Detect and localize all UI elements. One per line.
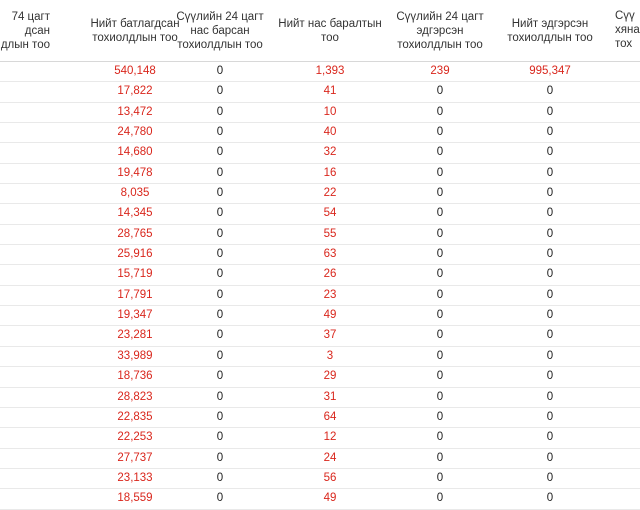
cell-total-confirmed: 540,148 (114, 65, 156, 77)
cell-total-deaths: 3 (326, 349, 334, 362)
table-row[interactable] (0, 388, 640, 408)
cell-total-confirmed: 14,680 (117, 146, 153, 159)
cell-total-recovered: 0 (546, 166, 554, 179)
cell-total-recovered: 0 (546, 248, 554, 261)
table-row[interactable] (0, 62, 640, 82)
cell-24h-deaths: 0 (216, 471, 224, 484)
cell-total-recovered: 0 (546, 288, 554, 301)
cell-24h-deaths: 0 (216, 207, 224, 220)
cell-total-recovered: 0 (546, 370, 554, 383)
cell-total-recovered: 995,347 (529, 65, 571, 77)
table-row[interactable] (0, 286, 640, 306)
cell-total-deaths: 55 (323, 227, 337, 240)
cell-24h-deaths: 0 (216, 268, 224, 281)
cell-total-deaths: 1,393 (315, 65, 345, 77)
cell-24h-recovered: 0 (436, 471, 444, 484)
cell-24h-recovered: 0 (436, 329, 444, 342)
cell-total-deaths: 37 (323, 329, 337, 342)
cell-24h-recovered: 0 (436, 309, 444, 322)
cell-total-deaths: 24 (323, 451, 337, 464)
cell-24h-deaths: 0 (216, 349, 224, 362)
table-row[interactable] (0, 123, 640, 143)
cell-24h-deaths: 0 (216, 309, 224, 322)
table-row[interactable] (0, 408, 640, 428)
cell-total-deaths: 31 (323, 390, 337, 403)
cell-total-confirmed: 23,281 (117, 329, 153, 342)
cell-total-confirmed: 15,719 (117, 268, 153, 281)
cell-total-recovered: 0 (546, 451, 554, 464)
cell-total-deaths: 32 (323, 146, 337, 159)
table-body (0, 62, 640, 510)
cell-total-deaths: 12 (323, 431, 337, 444)
cell-total-recovered: 0 (546, 85, 554, 98)
cell-24h-recovered: 0 (436, 248, 444, 261)
cell-total-confirmed: 24,780 (117, 126, 153, 139)
cell-total-deaths: 22 (323, 187, 337, 200)
cell-24h-recovered: 239 (430, 65, 450, 77)
table-row[interactable] (0, 103, 640, 123)
table-row[interactable] (0, 449, 640, 469)
cell-total-deaths: 54 (323, 207, 337, 220)
cell-24h-recovered: 0 (436, 390, 444, 403)
cell-total-deaths: 10 (323, 105, 337, 118)
cell-24h-deaths: 0 (216, 492, 224, 505)
header-24h-confirmed[interactable]: 74 цагт дсан длын тоо (0, 10, 50, 51)
cell-total-confirmed: 19,347 (117, 309, 153, 322)
cell-total-confirmed: 17,791 (117, 288, 153, 301)
cell-total-confirmed: 28,823 (117, 390, 153, 403)
cell-total-recovered: 0 (546, 187, 554, 200)
cell-24h-deaths: 0 (216, 288, 224, 301)
cell-24h-recovered: 0 (436, 187, 444, 200)
cell-total-recovered: 0 (546, 126, 554, 139)
cell-24h-deaths: 0 (216, 248, 224, 261)
header-24h-deaths[interactable]: Сүүлийн 24 цагт нас барсан тохиолдлын тоо (176, 10, 264, 51)
cell-24h-recovered: 0 (436, 268, 444, 281)
cell-24h-deaths: 0 (216, 146, 224, 159)
cell-total-recovered: 0 (546, 329, 554, 342)
table-row[interactable] (0, 225, 640, 245)
cell-total-recovered: 0 (546, 146, 554, 159)
cell-total-deaths: 64 (323, 410, 337, 423)
cell-total-confirmed: 13,472 (117, 105, 153, 118)
cell-total-recovered: 0 (546, 471, 554, 484)
table-row[interactable] (0, 164, 640, 184)
cell-total-confirmed: 22,253 (117, 431, 153, 444)
cell-total-confirmed: 8,035 (120, 187, 150, 200)
header-24h-monitored[interactable]: Сүү хяна тох (615, 10, 640, 50)
cell-total-confirmed: 23,133 (117, 471, 153, 484)
cell-total-deaths: 26 (323, 268, 337, 281)
table-row[interactable] (0, 82, 640, 102)
table-row[interactable] (0, 367, 640, 387)
cell-total-recovered: 0 (546, 349, 554, 362)
header-24h-recovered[interactable]: Сүүлийн 24 цагт эдгэрсэн тохиолдлын тоо (396, 10, 484, 51)
cell-24h-recovered: 0 (436, 492, 444, 505)
cell-24h-recovered: 0 (436, 105, 444, 118)
cell-total-recovered: 0 (546, 268, 554, 281)
cell-24h-recovered: 0 (436, 227, 444, 240)
cell-total-confirmed: 22,835 (117, 410, 153, 423)
cell-total-confirmed: 25,916 (117, 248, 153, 261)
table-header (0, 0, 640, 62)
table-row[interactable] (0, 469, 640, 489)
cell-total-recovered: 0 (546, 410, 554, 423)
cell-total-recovered: 0 (546, 227, 554, 240)
cell-total-recovered: 0 (546, 207, 554, 220)
cell-total-deaths: 63 (323, 248, 337, 261)
cell-total-confirmed: 18,559 (117, 492, 153, 505)
table-row[interactable] (0, 306, 640, 326)
cell-total-deaths: 49 (323, 492, 337, 505)
cell-total-recovered: 0 (546, 492, 554, 505)
table-row[interactable] (0, 204, 640, 224)
cell-total-deaths: 40 (323, 126, 337, 139)
cell-24h-deaths: 0 (216, 126, 224, 139)
table-row[interactable] (0, 428, 640, 448)
cell-total-confirmed: 28,765 (117, 227, 153, 240)
cell-24h-recovered: 0 (436, 126, 444, 139)
cell-24h-deaths: 0 (216, 227, 224, 240)
cell-24h-recovered: 0 (436, 410, 444, 423)
header-total-recovered[interactable]: Нийт эдгэрсэн тохиолдлын тоо (507, 17, 593, 44)
table-row[interactable] (0, 347, 640, 367)
cell-24h-recovered: 0 (436, 85, 444, 98)
cell-24h-recovered: 0 (436, 451, 444, 464)
cell-24h-deaths: 0 (216, 370, 224, 383)
cell-total-deaths: 56 (323, 471, 337, 484)
cell-24h-recovered: 0 (436, 166, 444, 179)
cell-24h-deaths: 0 (216, 187, 224, 200)
cell-total-deaths: 23 (323, 288, 337, 301)
table-row[interactable] (0, 184, 640, 204)
header-total-deaths[interactable]: Нийт нас баралтын тоо (278, 17, 382, 44)
cell-total-deaths: 16 (323, 166, 337, 179)
cell-24h-deaths: 0 (216, 451, 224, 464)
cell-24h-deaths: 0 (216, 105, 224, 118)
cell-24h-recovered: 0 (436, 431, 444, 444)
cell-24h-deaths: 0 (216, 85, 224, 98)
table-row[interactable] (0, 143, 640, 163)
table-row[interactable] (0, 245, 640, 265)
table-row[interactable] (0, 326, 640, 346)
table-row[interactable] (0, 265, 640, 285)
cell-total-deaths: 49 (323, 309, 337, 322)
cell-24h-recovered: 0 (436, 370, 444, 383)
cell-total-confirmed: 18,736 (117, 370, 153, 383)
cell-total-recovered: 0 (546, 431, 554, 444)
cell-total-recovered: 0 (546, 105, 554, 118)
cell-24h-recovered: 0 (436, 146, 444, 159)
header-total-confirmed[interactable]: Нийт батлагдсан тохиолдлын тоо (90, 17, 180, 44)
cell-total-deaths: 29 (323, 370, 337, 383)
cell-24h-deaths: 0 (216, 329, 224, 342)
cell-24h-deaths: 0 (216, 410, 224, 423)
cell-24h-recovered: 0 (436, 207, 444, 220)
cell-24h-deaths: 0 (216, 390, 224, 403)
cell-total-confirmed: 33,989 (117, 349, 153, 362)
cell-total-recovered: 0 (546, 390, 554, 403)
cell-total-confirmed: 17,822 (117, 85, 153, 98)
cell-total-deaths: 41 (323, 85, 337, 98)
cell-total-confirmed: 19,478 (117, 166, 153, 179)
cell-total-confirmed: 27,737 (117, 451, 153, 464)
cell-total-confirmed: 14,345 (117, 207, 153, 220)
cell-24h-deaths: 0 (216, 431, 224, 444)
cell-24h-deaths: 0 (216, 166, 224, 179)
cell-total-recovered: 0 (546, 309, 554, 322)
table-row[interactable] (0, 489, 640, 509)
cell-24h-recovered: 0 (436, 288, 444, 301)
cell-24h-deaths: 0 (216, 65, 224, 77)
cell-24h-recovered: 0 (436, 349, 444, 362)
